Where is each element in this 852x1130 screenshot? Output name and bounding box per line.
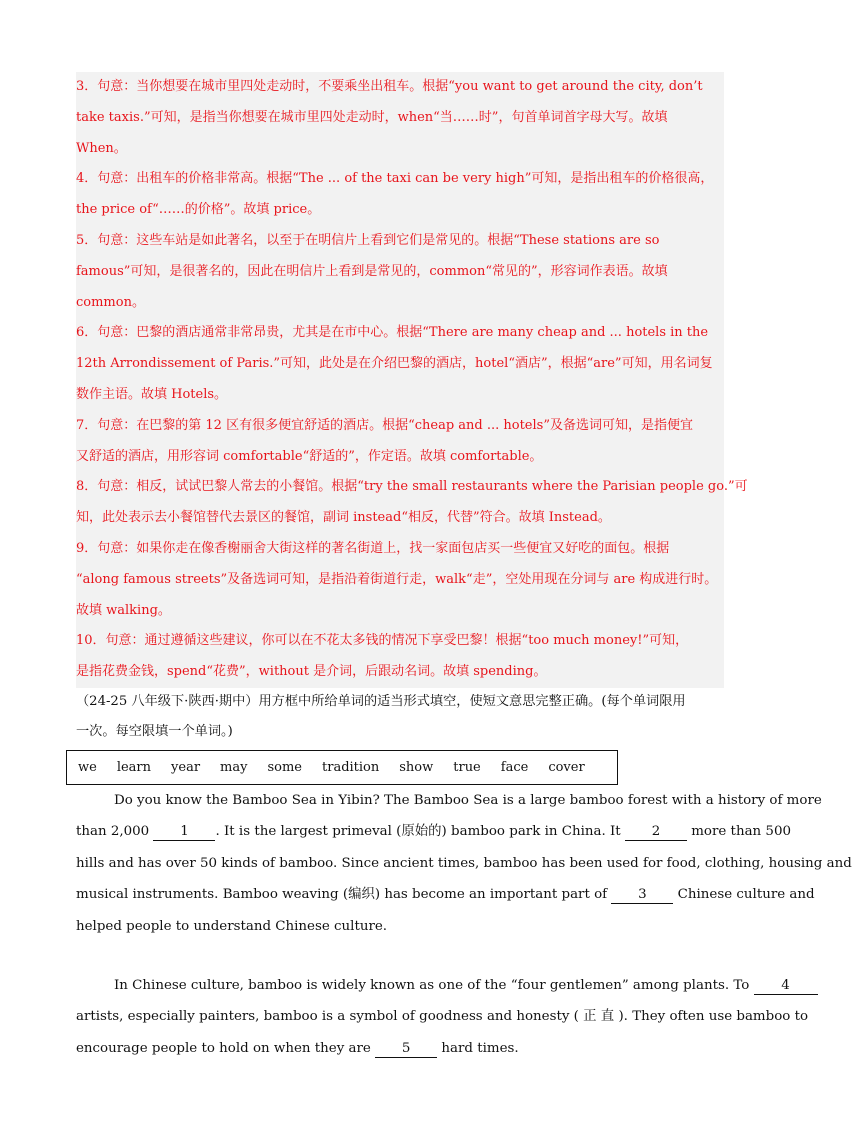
answer-blank-5[interactable]: 5 [375,1041,437,1058]
answer-explanations [76,72,748,688]
passage-text: more than 500 [691,824,791,840]
passage-line: artists, especially painters, bamboo is a symbol of goodness and honesty ( 正 直 ). They often use bamboo to [76,1009,809,1025]
passage-text: musical instruments. Bamboo weaving (编织) has become an important part of [76,887,608,903]
word-bank-item: true [453,760,481,775]
passage-text: hard times. [441,1040,519,1056]
answer-line: 9．句意：如果你走在像香榭丽舍大街这样的著名街道上，找一家面包店买一些便宜又好吃的面包。根据 [76,540,670,556]
answer-line: 6．句意：巴黎的酒店通常非常昂贵，尤其是在市中心。根据“There are many cheap and ... hotels in the [76,325,709,341]
passage-line [76,1033,724,1064]
word-bank-item: year [171,760,201,775]
answer-line: 故填 walking。 [76,602,171,618]
answer-line: 4．句意：出租车的价格非常高。根据“The ... of the taxi can be very high”可知，是指出租车的价格很高， [76,171,714,187]
answer-blank-2[interactable]: 2 [625,824,687,841]
answer-line: 是指花费金钱，spend“花费”，without 是介词，后跟动名词。故填 spending。 [76,664,547,680]
answer-line: famous”可知，是很著名的，因此在明信片上看到是常见的，common“常见的”，形容词作表语。故填 [76,263,668,279]
word-bank-item: cover [548,760,585,775]
answer-line: common。 [76,294,145,310]
answer-blank-3[interactable]: 3 [611,887,673,904]
passage-text: than 2,000 [76,824,150,840]
answer-line: 3．句意：当你想要在城市里四处走动时，不要乘坐出租车。根据“you want to get around the city, don’t [76,79,703,94]
word-bank-item: learn [116,760,152,775]
answer-line: “along famous streets”及备选词可知，是指沿着街道行走，walk“走”，空处用现在分词与 are 构成进行时。 [76,571,718,587]
passage-line [76,816,791,847]
passage-line: hills and has over 50 kinds of bamboo. Since ancient times, bamboo has been used for food, clothing, housing and [76,855,852,871]
answer-line: 8．句意：相反，试试巴黎人常去的小餐馆。根据“try the small restaurants where the Parisian people go.”可 [76,479,748,495]
word-bank-item: may [220,760,248,775]
passage-text: Chinese culture and [677,887,815,903]
answer-line: 知，此处表示去小餐馆替代去景区的餐馆，副词 instead“相反，代替”符合。故填 Instead。 [76,510,611,526]
word-bank-item: we [78,760,97,775]
instruction-line: 一次。每空限填一个单词。) [76,724,233,739]
passage-line [76,970,790,1001]
exercise-instructions [76,687,724,747]
answer-line: 5．句意：这些车站是如此著名，以至于在明信片上看到它们是常见的。根据“These stations are so [76,232,660,248]
passage-text: encourage people to hold on when they are [76,1040,371,1056]
word-bank-item: face [500,760,529,775]
answer-line: 12th Arrondissement of Paris.”可知，此处是在介绍巴黎的酒店，hotel“酒店”，根据“are”可知，用名词复 [76,356,713,372]
reading-passage [76,785,852,1064]
answer-line: 又舒适的酒店，用形容词 comfortable“舒适的”，作定语。故填 comfortable。 [76,448,543,464]
passage-line: helped people to understand Chinese culture. [76,918,388,934]
answer-line: When。 [76,140,127,156]
passage-line [76,879,815,910]
answer-line: the price of“……的价格”。故填 price。 [76,202,321,218]
answer-line: 数作主语。故填 Hotels。 [76,386,228,402]
answer-line: take taxis.”可知，是指当你想要在城市里四处走动时，when“当……时”，句首单词首字母大写。故填 [76,109,668,125]
word-bank-item: some [267,760,302,775]
passage-text: . It is the largest primeval (原始的) bamboo park in China. It [215,824,621,840]
instruction-line: （24-25 八年级下·陕西·期中）用方框中所给单词的适当形式填空，使短文意思完整正确。(每个单词限用 [76,694,686,709]
word-bank-item: show [399,760,434,775]
answer-blank-1[interactable]: 1 [153,824,215,841]
answer-line: 7．句意：在巴黎的第 12 区有很多便宜舒适的酒店。根据“cheap and ... hotels”及备选词可知，是指便宜 [76,417,693,433]
passage-text: In Chinese culture, bamboo is widely known as one of the “four gentlemen” among plants. To [114,977,750,993]
answer-line: 10．句意：通过遵循这些建议，你可以在不花太多钱的情况下享受巴黎！根据“too much money!”可知， [76,633,689,649]
answer-blank-4[interactable]: 4 [754,978,818,995]
passage-line: Do you know the Bamboo Sea in Yibin? The Bamboo Sea is a large bamboo forest with a history of more [114,793,822,808]
word-bank-box [66,750,618,785]
word-bank-item: tradition [322,760,380,775]
